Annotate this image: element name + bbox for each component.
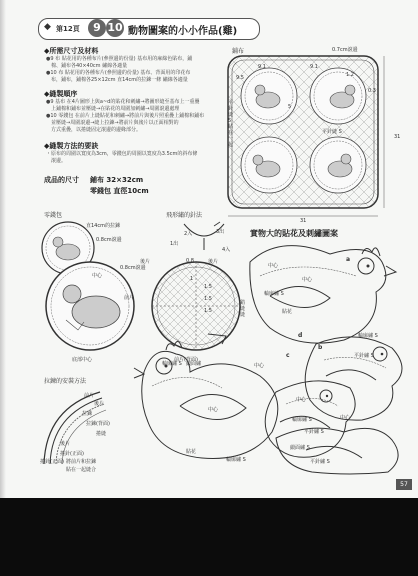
sizes-item: 零錢包 直徑10cm [90, 187, 149, 195]
quilt-dim: 9.1 [258, 64, 266, 70]
coin-purse-dim: 1.5 [204, 284, 212, 290]
coin-purse-inner-label: 直14cm的拉鍊 [86, 223, 120, 229]
coin-purse-stitch-label: 錯縫縫 [240, 300, 246, 318]
coin-purse-small-label: 後片 [208, 259, 219, 265]
page-title: 動物圖案的小小作品(雞) [128, 26, 238, 37]
quilt-dim: 5 [288, 104, 292, 110]
pattern-label: 中心 [268, 263, 279, 269]
zipper-label: 前片 [84, 393, 95, 399]
zipper-heading: 拉鍊的安裝方法 [44, 378, 87, 385]
pattern-label: 中心 [340, 415, 351, 421]
pattern-letter: a [346, 256, 351, 263]
zipper-label: 拉鍊 [82, 411, 93, 417]
quilt-diagram [224, 52, 394, 224]
binding-heading: ◆縫製方法的要訣 [44, 142, 99, 150]
coin-purse-dim: 1.5 [204, 296, 212, 302]
sizes-item: 鋪布 32×32cm [90, 176, 144, 184]
quilt-side-measure: 31 [394, 134, 401, 140]
coin-purse-pos-label: 前片(背面) [174, 357, 198, 363]
pattern-label: 平針繡 S [310, 459, 330, 465]
coin-purse-dim: 1.5 [204, 308, 212, 314]
pattern-label: 平針繡 S [354, 353, 374, 359]
pattern-label: 輪廓繡 S [358, 333, 378, 339]
stitch-step: 4入 [222, 247, 231, 253]
pattern-label: 輪廓繡 S [264, 291, 284, 297]
pattern-label: 貼花 [186, 449, 197, 455]
coin-purse-dim: 1 [190, 276, 194, 282]
header-page-label: 第12頁 [56, 25, 80, 33]
zipper-label: 後片 [60, 441, 71, 447]
steps-line: ●10 零錢包 在前片上縫貼花和刺繡→將前片與後片照重疊上鋪棉和鋪布 [46, 113, 205, 119]
bottom-black-band [0, 498, 418, 576]
pattern-title: 實物大的貼花及刺繡圖案 [250, 229, 338, 238]
zipper-label: 捲針(正面) [40, 459, 64, 465]
stitch-step: 2入 [184, 231, 193, 237]
zipper-label: 捲針(正面) [60, 451, 84, 457]
pattern-label: 中心 [296, 397, 307, 403]
materials-line: 棉、鋪布各40×40cm 繡線各適量 [46, 63, 128, 69]
zipper-label: 將前片和拉鍊 [66, 459, 97, 465]
coin-purse-label: 零錢包 [44, 212, 63, 219]
coin-purse-bottom-label: 底部中心 [72, 357, 93, 363]
pattern-label: 輪廓繡 S [162, 361, 182, 367]
binding-line: ・原布的周圍以寬度為3cm，零錢包的周圍以寬度為3.5cm的斜布條 [46, 151, 198, 157]
stitch-step: 3出 [216, 229, 225, 235]
quilt-dim: 9.5 [236, 75, 244, 81]
stitch-method-heading: 飛形繡的針法 [166, 212, 203, 219]
sizes-heading: 成品的尺寸 [44, 176, 79, 184]
coin-purse-side-label: 後片 [140, 259, 151, 265]
quilt-top-measure: 0.7cm滾邊 [332, 47, 358, 53]
coin-purse-side-label: 前片 [124, 295, 135, 301]
materials-line: 布，鋪布，鋪棉各25×12cm 直14cm的拉鍊一條 繡線各適量 [46, 77, 188, 83]
quilt-side-label: 平針縫 5 貼在一起 [228, 100, 234, 148]
quilt-dim: 9.1 [310, 64, 318, 70]
pattern-label: 緞面繡 S [290, 445, 310, 451]
coin-purse-bind-label: 0.8cm滾邊 [120, 265, 146, 271]
zipper-label: 拉鍊(背面) [86, 421, 110, 427]
quilt-dim: 0.3 [368, 88, 376, 94]
coin-purse-small-label: 0.8 [186, 258, 194, 264]
steps-line: 並壓縫→周圍滾邊→縫上拉鍊→將前片與後片以正面相對的 [46, 120, 179, 126]
header-diamond-icon: ◆ [44, 22, 51, 32]
pattern-label: 平針繡 S [304, 429, 324, 435]
coin-purse-center-label: 中心 [92, 273, 103, 279]
pattern-letter: c [286, 352, 290, 359]
pattern-label: 緞面繡 [186, 361, 202, 367]
pattern-letter: b [318, 344, 323, 351]
quilt-bottom-measure: 31 [300, 218, 307, 224]
steps-line: ●9 基布 在4片圖形上與a~d的貼花和刺繡→將圖形縫至基布上一重疊 [46, 99, 200, 105]
stitch-step: 1出 [170, 241, 179, 247]
header-number-a: 9 [88, 19, 106, 37]
quilt-label: 鋪布 [232, 48, 245, 55]
materials-heading: ◆所需尺寸及材料 [44, 47, 99, 55]
steps-heading: ◆縫製順序 [44, 90, 78, 98]
page-number: 57 [396, 479, 412, 490]
steps-line: 上鋪棉和鋪布並壓縫→在貼花的周圍加刺繡→周圍滾邊處理 [46, 106, 180, 112]
pattern-label: 中心 [254, 363, 265, 369]
header-number-b: 10 [106, 19, 124, 37]
pattern-letter: d [298, 332, 303, 339]
pattern-label: 中心 [302, 277, 313, 283]
materials-line: ●10 布 貼花用的各種布片(參照邊的份量) 基布、背面用的印花布 [46, 70, 191, 76]
coin-purse-bind-label: 0.8cm滾邊 [96, 237, 122, 243]
pattern-label: 輪廓繡 S [226, 457, 246, 463]
pattern-label: 貼花 [282, 309, 293, 315]
quilt-quilting-label: 平針縫 S [322, 129, 342, 135]
materials-line: ●9 布 貼花用的各種布片(參照邊的份量) 基布用的麻綠色貼布，鋪 [46, 56, 193, 62]
pattern-label: 輪廓繡 S [292, 417, 312, 423]
zipper-label: 貼在一起縫合 [66, 467, 97, 473]
quilt-dim: 1.2 [346, 72, 354, 78]
zipper-label: 捲縫 [96, 431, 107, 437]
steps-line: 方式重疊，以捲縫固定滾邊的邊緣部分。 [46, 127, 142, 133]
pattern-label: 中心 [208, 407, 219, 413]
binding-line: 滾邊。 [46, 158, 67, 164]
zipper-label: 後片 [94, 401, 105, 407]
